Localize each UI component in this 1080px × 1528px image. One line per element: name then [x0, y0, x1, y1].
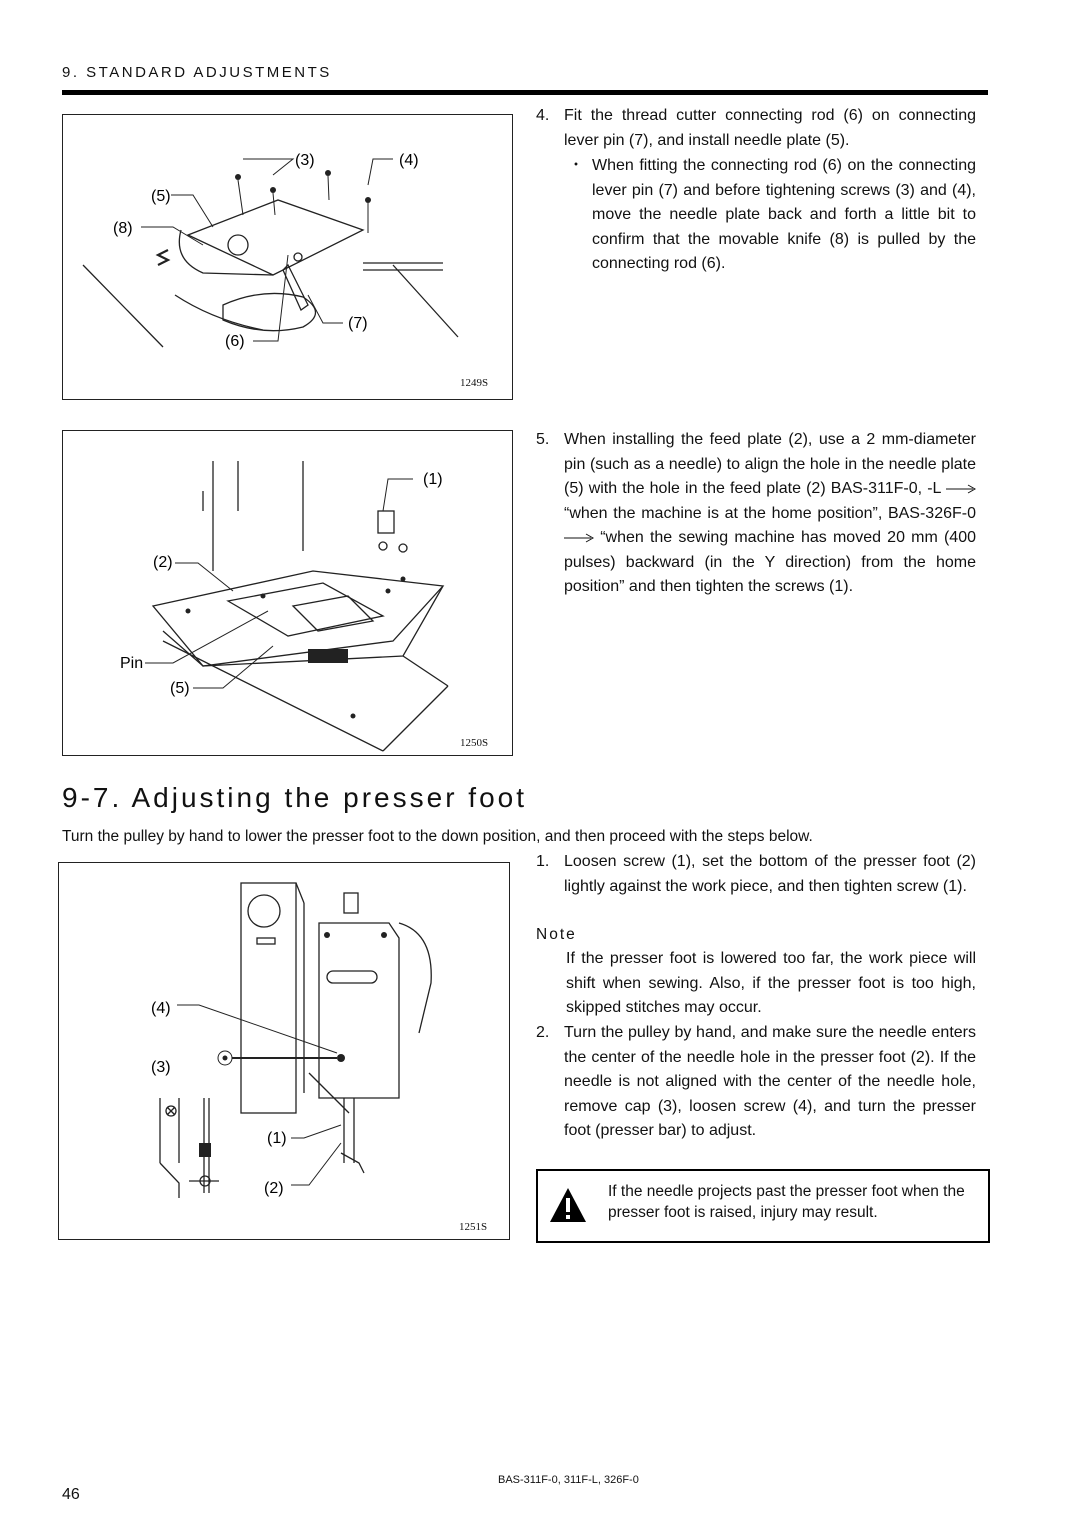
fig1-callout-3: (3)	[295, 152, 315, 169]
step-number: 1.	[536, 853, 550, 870]
fig1-callout-7: (7)	[348, 315, 368, 332]
warning-icon	[548, 1186, 588, 1224]
fig3-callout-4: (4)	[151, 1000, 171, 1017]
warning-box	[536, 1169, 990, 1243]
fig1-callout-6: (6)	[225, 333, 245, 350]
fig1-callout-4: (4)	[399, 152, 419, 169]
step-number: 2.	[536, 1024, 550, 1041]
footer-model: BAS-311F-0, 311F-L, 326F-0	[498, 1474, 639, 1486]
fig1-callout-5: (5)	[151, 188, 171, 205]
feed-plate-illustration	[63, 431, 512, 755]
step-number: 4.	[536, 107, 550, 124]
section-title: 9-7. Adjusting the presser foot	[62, 782, 527, 813]
figure-presser-foot	[58, 862, 510, 1240]
step5-part1: When installing the feed plate (2), use a 2 mm-diameter pin (such as a needle) to align the hole in the needle plate (5) with the hole in the feed plate (2) BAS-311F-0, -L	[564, 431, 976, 497]
warning-text: If the needle projects past the presser foot when the presser foot is raised, injury may result.	[608, 1183, 965, 1221]
header-rule	[62, 90, 988, 95]
note-heading: Note	[536, 926, 577, 943]
fig3-callout-3: (3)	[151, 1059, 171, 1076]
step-text: Loosen screw (1), set the bottom of the presser foot (2) lightly against the work piece, and then tighten screw (1).	[564, 853, 976, 895]
figure-code: 1251S	[459, 1221, 488, 1233]
section-header: 9. STANDARD ADJUSTMENTS	[62, 64, 332, 81]
step5-part2: “when the machine is at the home position”, BAS-326F-0	[564, 504, 976, 522]
figure-needle-plate	[62, 114, 513, 400]
step-number: 5.	[536, 431, 550, 448]
fig3-callout-1: (1)	[267, 1130, 287, 1147]
fig2-callout-5: (5)	[170, 680, 190, 697]
step-text	[564, 428, 976, 600]
figure-feed-plate	[62, 430, 513, 756]
fig2-callout-1: (1)	[423, 471, 443, 488]
fig2-callout-pin: Pin	[120, 655, 144, 672]
page-number: 46	[62, 1486, 80, 1503]
figure-code: 1250S	[460, 737, 489, 749]
note-text: If the presser foot is lowered too far, the work piece will shift when sewing. Also, if the presser foot is too high, skipped stitches may occur.	[566, 950, 976, 1016]
needle-plate-illustration	[63, 115, 512, 399]
fig2-callout-2: (2)	[153, 554, 173, 571]
arrow-right-icon	[946, 484, 976, 494]
section-intro: Turn the pulley by hand to lower the presser foot to the down position, and then proceed with the steps below.	[62, 828, 813, 845]
step-text: Fit the thread cutter connecting rod (6) on connecting lever pin (7), and install needle plate (5).	[564, 107, 976, 149]
figure-code: 1249S	[460, 377, 489, 389]
fig1-callout-8: (8)	[113, 220, 133, 237]
step-text: Turn the pulley by hand, and make sure the needle enters the center of the needle hole in the presser foot (2). If the needle is not aligned with the center of the needle hole, remove cap (3), loosen screw (4), and turn the presser foot (presser bar) to adjust.	[564, 1024, 976, 1139]
presser-foot-illustration	[59, 863, 509, 1239]
step5-part3: “when the sewing machine has moved 20 mm (400 pulses) backward (in the Y direction) from the home position” and then tighten the screws (1).	[564, 529, 976, 595]
bullet-text: When fitting the connecting rod (6) on the connecting lever pin (7) and before tightening screws (3) and (4), move the needle plate back and forth a little bit to confirm that the movable knife (8) is pulled by the connecting rod (6).	[592, 157, 976, 272]
arrow-right-icon	[564, 533, 594, 543]
fig3-callout-2: (2)	[264, 1180, 284, 1197]
bullet: ・	[568, 157, 585, 174]
